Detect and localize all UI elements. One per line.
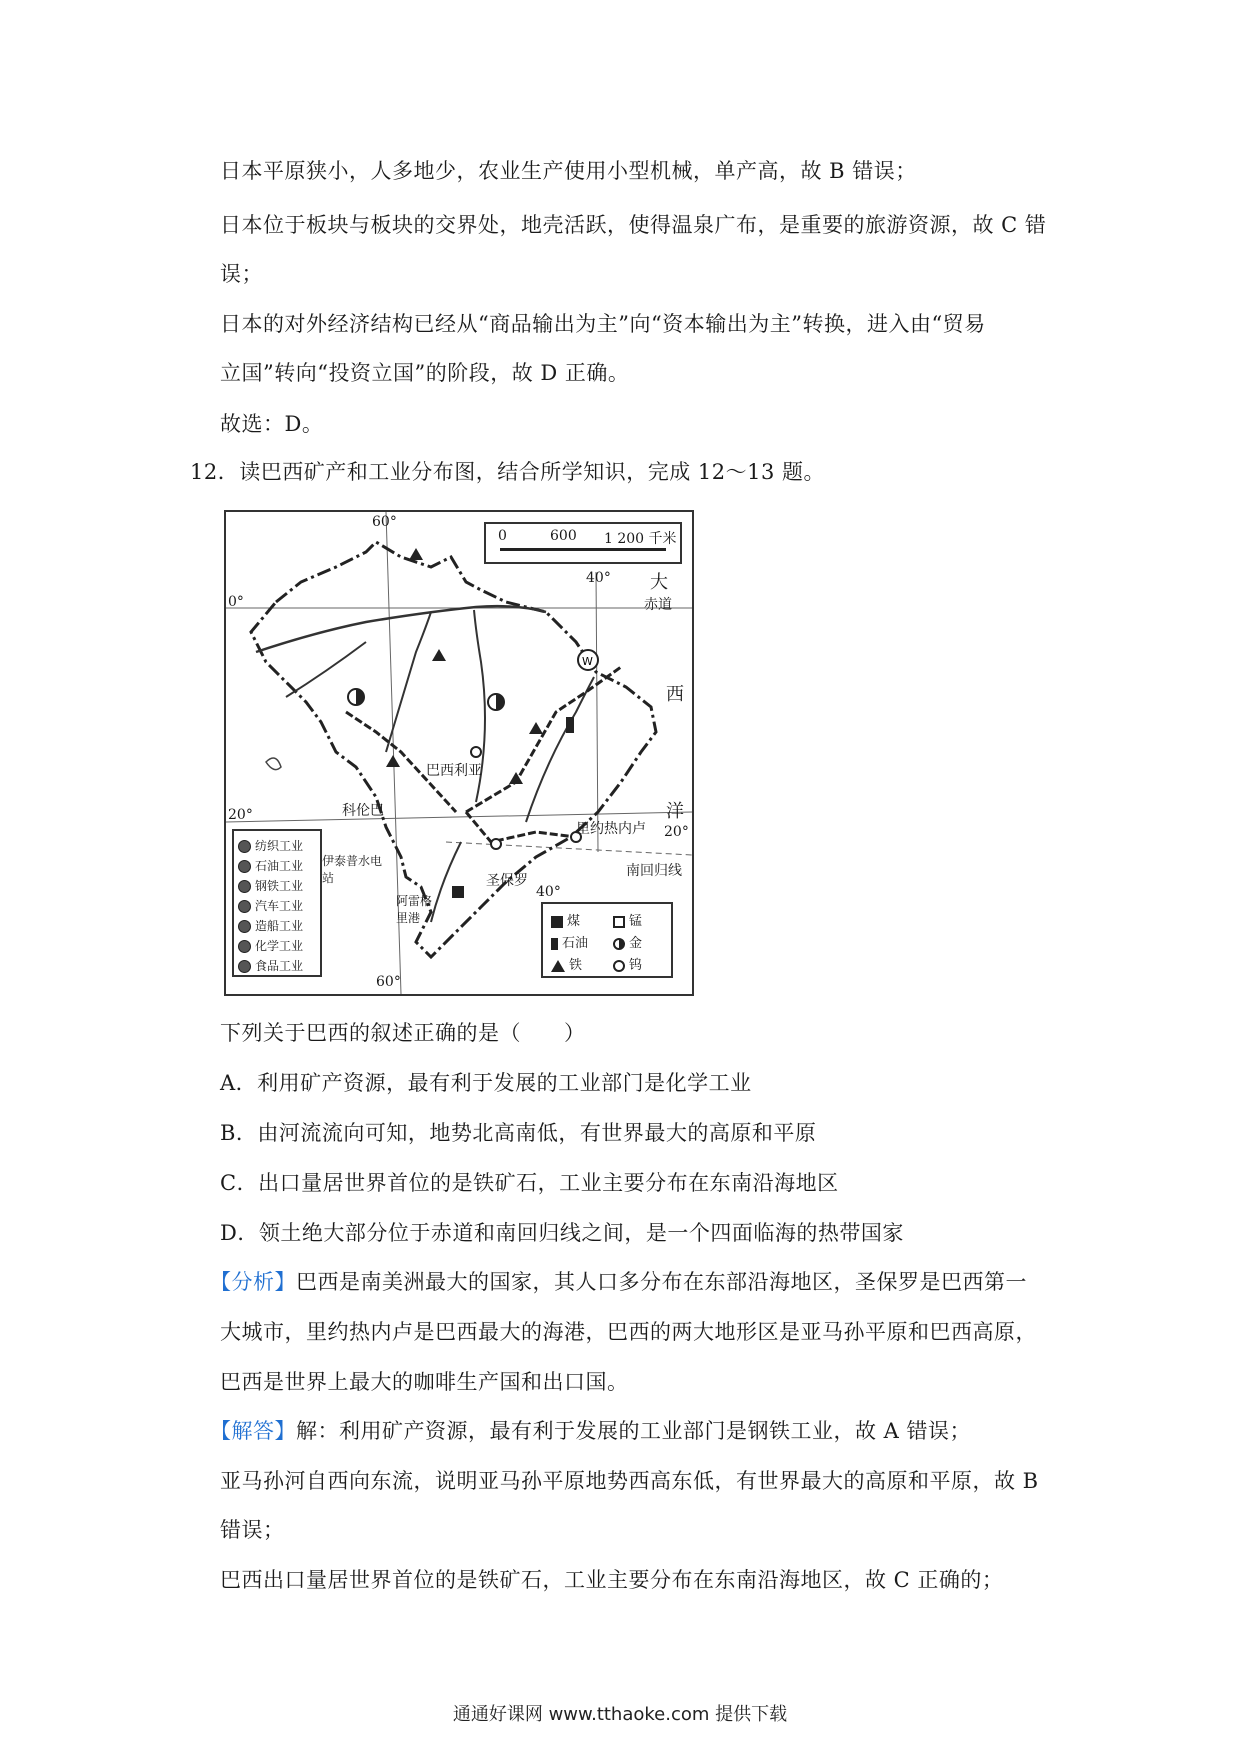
legend-item: 造船工业 xyxy=(238,917,303,934)
question-stem: 下列关于巴西的叙述正确的是（ ） xyxy=(220,1021,586,1045)
iron-ore-icon xyxy=(432,649,446,661)
tungsten-icon xyxy=(613,960,625,972)
analysis-line: 【分析】巴西是南美洲最大的国家，其人口多分布在东部沿海地区，圣保罗是巴西第一 xyxy=(210,1270,1027,1294)
scale-bar xyxy=(484,522,682,564)
legend-item: 石油 xyxy=(551,932,588,951)
scale-label: 600 xyxy=(550,528,577,544)
shipbuilding-icon xyxy=(238,920,251,933)
coal-icon xyxy=(551,916,563,928)
map-label: 60° xyxy=(376,974,401,990)
legend-item: 金 xyxy=(613,932,642,951)
svg-text:W: W xyxy=(582,655,593,668)
legend-item: 锰 xyxy=(613,910,642,929)
sao-francisco-river xyxy=(526,677,594,822)
answer-line: 【解答】解：利用矿产资源，最有利于发展的工业部门是钢铁工业，故 A 错误； xyxy=(210,1419,972,1443)
mineral-legend xyxy=(541,902,673,978)
tropic-line xyxy=(446,842,692,855)
answer-line: 巴西出口量居世界首位的是铁矿石，工业主要分布在东南沿海地区，故 C 正确的； xyxy=(220,1568,1004,1592)
iron-ore-icon xyxy=(529,722,543,734)
oil-icon xyxy=(551,938,558,950)
map-label: 20° xyxy=(664,824,689,840)
question-number-line: 12．读巴西矿产和工业分布图，结合所学知识，完成 12～13 题。 xyxy=(190,460,826,484)
option-b: B．由河流流向可知，地势北高南低，有世界最大的高原和平原 xyxy=(220,1121,817,1145)
map-label: 赤道 xyxy=(644,597,672,613)
map-label: 里约热内卢 xyxy=(576,821,646,837)
brazil-map-figure xyxy=(224,510,694,996)
industry-legend xyxy=(232,829,322,977)
tributary-river xyxy=(386,612,431,752)
brasilia-city-dot xyxy=(471,747,481,757)
answer-tag: 【解答】 xyxy=(210,1419,296,1443)
map-label: 圣保罗 xyxy=(486,873,528,889)
scale-label: 0 xyxy=(498,528,507,544)
oil-icon xyxy=(566,717,574,733)
iron-icon xyxy=(551,960,565,972)
legend-item: 钢铁工业 xyxy=(238,877,303,894)
manganese-icon xyxy=(613,916,625,928)
map-label: 科伦巴 xyxy=(342,803,384,819)
text-line: 日本位于板块与板块的交界处，地壳活跃，使得温泉广布，是重要的旅游资源，故 C 错 xyxy=(220,213,1047,237)
legend-item: 食品工业 xyxy=(238,957,303,974)
map-label: 40° xyxy=(586,570,611,586)
answer-line: 错误； xyxy=(220,1518,285,1542)
option-c: C．出口量居世界首位的是铁矿石，工业主要分布在东南沿海地区 xyxy=(220,1171,839,1195)
map-label: 南回归线 xyxy=(626,863,682,879)
chemical-icon xyxy=(238,940,251,953)
legend-item: 石油工业 xyxy=(238,857,303,874)
steel-icon xyxy=(238,880,251,893)
iron-ore-icon xyxy=(409,548,423,560)
oil-industry-icon xyxy=(238,860,251,873)
page-footer: 通通好课网 www.tthaoke.com 提供下载 xyxy=(452,1704,788,1725)
saopaulo-city-dot xyxy=(491,839,501,849)
text-line: 故选：D。 xyxy=(220,412,324,436)
food-icon xyxy=(238,960,251,973)
map-label: 西 xyxy=(666,684,684,705)
analysis-tag: 【分析】 xyxy=(210,1270,296,1294)
map-label: 大 xyxy=(650,572,668,593)
map-label: 0° xyxy=(228,594,244,610)
text-line: 立国”转向“投资立国”的阶段，故 D 正确。 xyxy=(220,361,630,385)
coal-icon xyxy=(452,886,464,898)
amazon-river xyxy=(256,606,546,652)
scale-label: 1 200 千米 xyxy=(604,531,677,547)
option-d: D．领土绝大部分位于赤道和南回归线之间，是一个四面临海的热带国家 xyxy=(220,1221,904,1245)
legend-item: 汽车工业 xyxy=(238,897,303,914)
map-label: 巴西利亚 xyxy=(426,763,482,779)
legend-item: 纺织工业 xyxy=(238,837,303,854)
map-label: 40° xyxy=(536,884,561,900)
map-label: 阿雷格里港 xyxy=(396,894,433,925)
legend-item: 铁 xyxy=(551,954,582,973)
map-label: 洋 xyxy=(666,801,684,822)
option-a: A．利用矿产资源，最有利于发展的工业部门是化学工业 xyxy=(220,1071,752,1095)
iron-ore-icon xyxy=(386,755,400,767)
automobile-icon xyxy=(238,900,251,913)
legend-item: 钨 xyxy=(613,954,642,973)
gold-icon xyxy=(613,938,625,950)
legend-item: 煤 xyxy=(551,910,580,929)
map-label: 20° xyxy=(228,807,253,823)
map-label: 60° xyxy=(372,514,397,530)
analysis-line: 大城市，里约热内卢是巴西最大的海港，巴西的两大地形区是亚马孙平原和巴西高原， xyxy=(220,1320,1037,1344)
analysis-line: 巴西是世界上最大的咖啡生产国和出口国。 xyxy=(220,1370,629,1394)
map-label: 伊泰普水电站 xyxy=(322,854,383,885)
text-line: 日本的对外经济结构已经从“商品输出为主”向“资本输出为主”转换，进入由“贸易 xyxy=(220,312,986,336)
textile-icon xyxy=(238,840,251,853)
answer-line: 亚马孙河自西向东流，说明亚马孙平原地势西高东低，有世界最大的高原和平原，故 B xyxy=(220,1469,1039,1493)
text-line: 日本平原狭小，人多地少，农业生产使用小型机械，单产高，故 B 错误； xyxy=(220,159,917,183)
legend-item: 化学工业 xyxy=(238,937,303,954)
text-line: 误； xyxy=(220,262,263,286)
